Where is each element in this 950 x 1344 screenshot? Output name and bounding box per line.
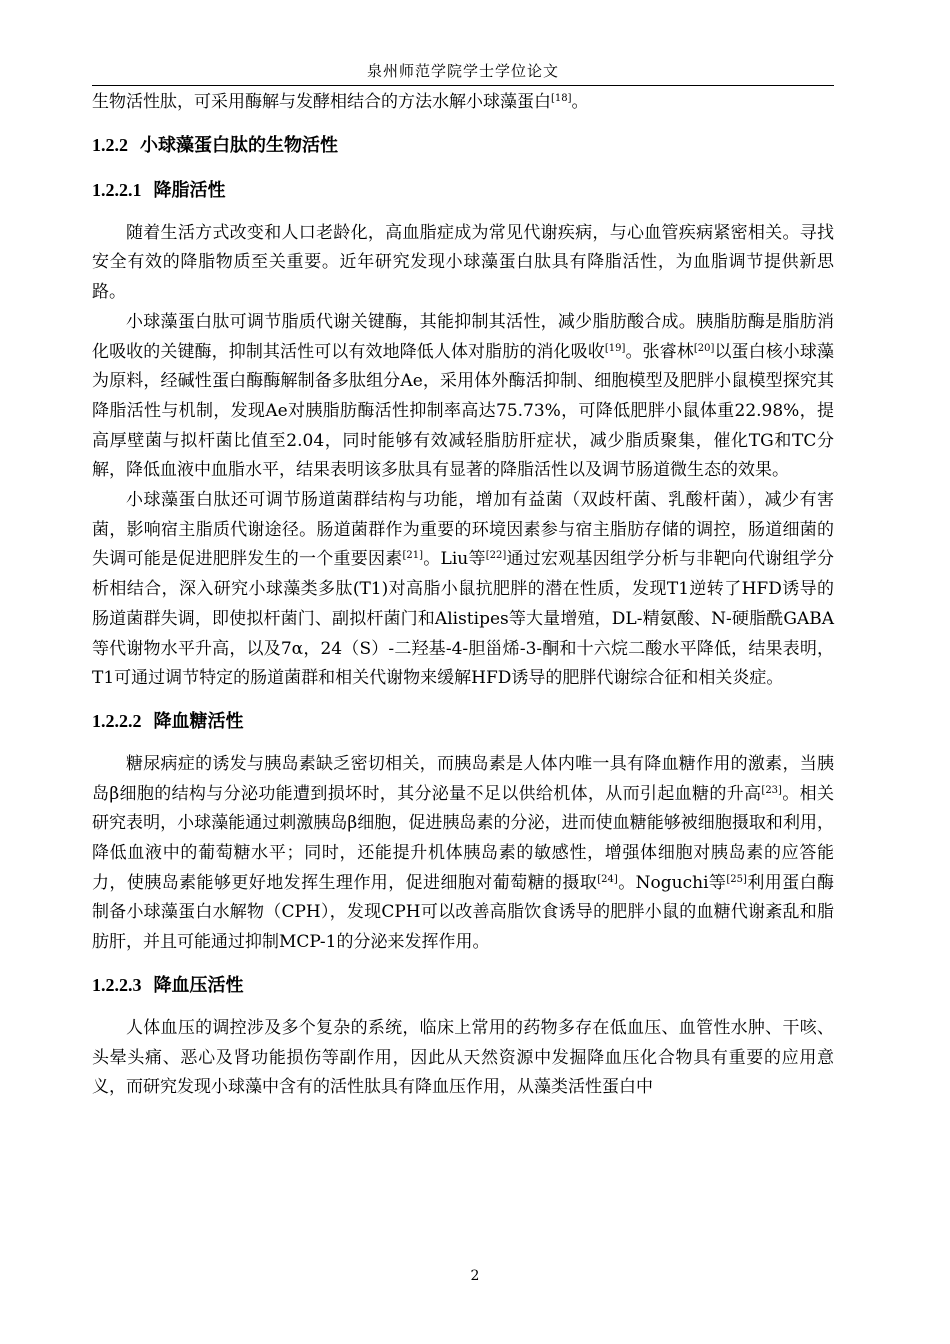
paragraph-text: 利用蛋白酶制备小球藻蛋白水解物（CPH），发现CPH可以改善高脂饮食诱导的肥胖小鼠的血糖代谢紊乱和脂肪肝，并且可能通过抑制MCP-1的分泌来发挥作用。 (92, 872, 835, 953)
citation-ref: [24] (597, 873, 618, 885)
paragraph-glucose-1 (92, 750, 834, 958)
section-heading-1-2-2-1 (92, 178, 834, 203)
paragraph-text: 以蛋白核小球藻为原料，经碱性蛋白酶酶解制备多肽组分Ae，采用体外酶活抑制、细胞模型及肥胖小鼠模型探究其降脂活性与机制，发现Ae对胰脂肪酶活性抑制率高达75.73%，可降低肥胖小鼠体重22.98%，提高厚壁菌与拟杆菌比值至2.04，同时能够有效减轻脂肪肝症状，减少脂质聚集，催化TG和TC分解，降低血液中血脂水平，结果表明该多肽具有显著的降脂活性以及调节肠道微生态的效果。 (92, 341, 834, 481)
running-header: 泉州师范学院学士学位论文 (366, 62, 559, 80)
paragraph-text: 通过宏观基因组学分析与非靶向代谢组学分析相结合，深入研究小球藻类多肽(T1)对高脂小鼠抗肥胖的潜在性质，发现T1逆转了HFD诱导的肠道菌群失调，即使拟杆菌门、副拟杆菌门和Alistipes等大量增殖，DL-精氨酸、N-硬脂酰GABA等代谢物水平升高，以及7α，24（S）-二羟基-4-胆甾烯-3-酮和十六烷二酸水平降低，结果表明，T1可通过调节特定的肠道菌群和相关代谢物来缓解HFD诱导的肥胖代谢综合征和相关炎症。 (92, 549, 834, 689)
section-number: 1.2.2 (92, 134, 128, 155)
citation-ref: [19] (604, 342, 626, 354)
section-title: 降血糖活性 (153, 710, 244, 732)
paragraph-blood-pressure-1: 人体血压的调控涉及多个复杂的系统，临床上常用的药物多存在低血压、血管性水肿、干咳、头晕头痛、恶心及肾功能损伤等副作用，因此从天然资源中发掘降血压化合物具有重要的应用意义，而研究发现小球藻中含有的活性肽具有降血压作用，从藻类活性蛋白中 (92, 1017, 834, 1098)
paragraph-text: 生物活性肽，可采用酶解与发酵相结合的方法水解小球藻蛋白 (92, 92, 551, 112)
section-number: 1.2.2.1 (92, 179, 142, 200)
citation-ref: [20] (693, 342, 715, 354)
paragraph-lipid-2 (92, 308, 834, 486)
section-title: 降血压活性 (153, 974, 244, 996)
section-heading-1-2-2 (92, 133, 834, 158)
section-heading-1-2-2-3 (92, 973, 834, 998)
page-number: 2 (470, 1268, 480, 1284)
paragraph-text: 。Noguchi等 (617, 872, 727, 893)
paragraph-lipid-3 (92, 486, 834, 694)
paragraph-text: 糖尿病症的诱发与胰岛素缺乏密切相关，而胰岛素是人体内唯一具有降血糖作用的激素，当胰岛β细胞的结构与分泌功能遭到损坏时，其分泌量不足以供给机体，从而引起血糖的升高 (92, 753, 834, 804)
section-heading-1-2-2-2 (92, 709, 834, 734)
paragraph-text: 。张睿林 (625, 341, 694, 362)
header-rule (92, 85, 834, 86)
citation-ref: [21] (402, 550, 424, 562)
paragraph-text: 。Liu等 (423, 549, 486, 570)
section-title: 小球藻蛋白肽的生物活性 (140, 134, 338, 156)
section-number: 1.2.2.2 (92, 710, 142, 731)
document-body (92, 88, 834, 1103)
section-number: 1.2.2.3 (92, 974, 142, 995)
section-title: 降脂活性 (153, 179, 226, 201)
citation-ref: [22] (485, 550, 507, 562)
paragraph-text: 小球藻蛋白肽还可调节肠道菌群结构与功能，增加有益菌（双歧杆菌、乳酸杆菌），减少有害菌，影响宿主脂质代谢途径。肠道菌群作为重要的环境因素参与宿主脂肪存储的调控，肠道细菌的失调可能是促进肥胖发生的一个重要因素 (92, 490, 834, 570)
citation-ref: [23] (761, 784, 782, 796)
citation-ref: [25] (726, 873, 747, 885)
paragraph-text: 。相关研究表明，小球藻能通过刺激胰岛β细胞，促进胰岛素的分泌，进而使血糖能够被细胞摄取和利用，降低血液中的葡萄糖水平；同时，还能提升机体胰岛素的敏感性，增强体细胞对胰岛素的应答能力，使胰岛素能够更好地发挥生理作用，促进细胞对葡萄糖的摄取 (92, 783, 834, 893)
paragraph-lipid-1: 随着生活方式改变和人口老龄化，高血脂症成为常见代谢疾病，与心血管疾病紧密相关。寻找安全有效的降脂物质至关重要。近年研究发现小球藻蛋白肽具有降脂活性，为血脂调节提供新思路。 (92, 222, 834, 303)
paragraph-text: 。 (571, 92, 589, 112)
continued-paragraph (92, 88, 834, 118)
citation-ref: [18] (551, 93, 572, 104)
paragraph-text: 小球藻蛋白肽可调节脂质代谢关键酶，其能抑制其活性，减少脂肪酸合成。胰脂肪酶是脂肪消化吸收的关键酶，抑制其活性可以有效地降低人体对脂肪的消化吸收 (92, 311, 834, 362)
